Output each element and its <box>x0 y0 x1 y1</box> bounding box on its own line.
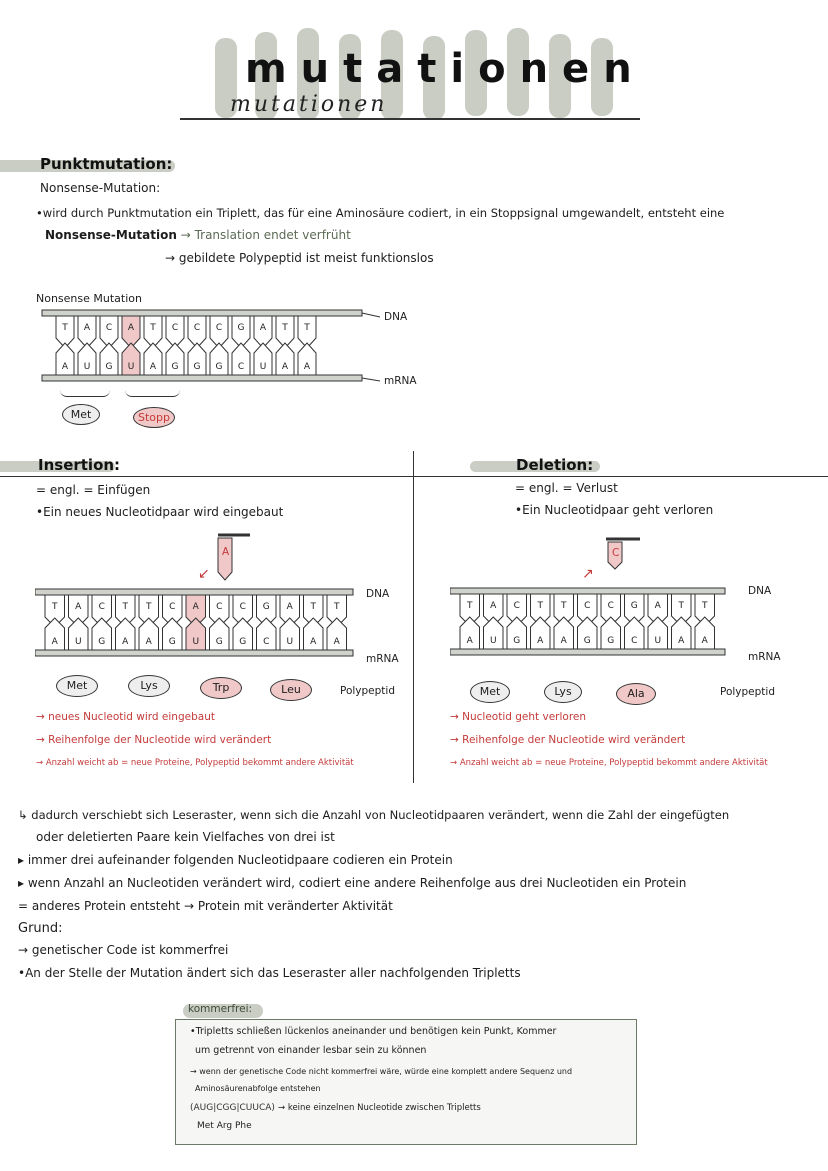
nucleotide-letter: A <box>490 601 497 611</box>
nonsense-dna-label: DNA <box>384 311 408 323</box>
kommerfrei-line-3: → wenn der genetische Code nicht kommerfrei wäre, würde eine komplett andere Sequenz und <box>190 1067 573 1076</box>
aa-stopp: Stopp <box>133 407 175 428</box>
insertion-dna-diagram <box>35 586 365 666</box>
kommerfrei-aa: Met Arg Phe <box>197 1121 252 1131</box>
nucleotide-letter: C <box>169 602 176 612</box>
aa-met: Met <box>62 404 100 425</box>
deletion-removed-base <box>600 534 650 579</box>
nucleotide-letter: G <box>262 602 270 612</box>
nonsense-term: Nonsense-Mutation <box>45 228 177 242</box>
deletion-dna-diagram <box>450 585 740 665</box>
nucleotide-letter: A <box>310 637 317 647</box>
dna-strand <box>450 588 725 594</box>
deletion-line-2: •Ein Nucleotidpaar geht verloren <box>515 503 714 517</box>
nucleotide-letter: T <box>537 601 543 611</box>
nucleotide-letter: C <box>171 323 179 333</box>
nucleotide-letter: C <box>513 601 520 611</box>
insertion-base-label: A <box>222 546 230 558</box>
punkt-text-3: → gebildete Polypeptid ist meist funktionslos <box>165 251 434 265</box>
nucleotide-letter: A <box>122 637 129 647</box>
nucleotide-letter: G <box>168 637 176 647</box>
nucleotide-letter: U <box>192 637 200 647</box>
page-title-script: mutationen <box>230 92 388 117</box>
nonsense-label: Nonsense Mutation <box>36 292 142 305</box>
nucleotide-letter: A <box>333 637 340 647</box>
ins-note-1: → neues Nucleotid wird eingebaut <box>36 711 215 723</box>
ins-polypeptid-label: Polypeptid <box>340 685 396 697</box>
nonsense-mrna-label: mRNA <box>384 375 417 387</box>
summary-line-3: ▸ immer drei aufeinander folgenden Nucleotidpaare codieren ein Protein <box>18 853 453 867</box>
section-divider-vertical <box>413 451 414 783</box>
summary-line-1: ↳ dadurch verschiebt sich Leseraster, wenn sich die Anzahl von Nucleotidpaaren verändert, wenn die Zahl der eingefügten <box>18 808 730 822</box>
nucleotide-letter: C <box>215 323 223 333</box>
nucleotide-letter: A <box>537 636 544 646</box>
nucleotide-letter: A <box>145 637 152 647</box>
nucleotide-letter: C <box>607 601 614 611</box>
nucleotide-letter: A <box>303 362 311 372</box>
dna-strand <box>35 589 353 595</box>
nucleotide-letter: G <box>607 636 615 646</box>
nucleotide-letter: G <box>237 323 245 333</box>
nucleotide-letter: U <box>654 636 662 646</box>
title-underline <box>180 118 640 120</box>
punkt-text-2b: → Translation endet verfrüht <box>180 228 351 242</box>
del-aa-ala: Ala <box>616 683 656 705</box>
punkt-text-1: •wird durch Punktmutation ein Triplett, das für eine Aminosäure codiert, in ein Stoppsignal umgewandelt, entsteht eine <box>36 206 725 220</box>
nucleotide-letter: U <box>127 362 135 372</box>
mrna-strand <box>450 649 725 655</box>
ins-note-2: → Reihenfolge der Nucleotide wird verändert <box>36 734 272 746</box>
deletion-dna-label: DNA <box>748 585 772 597</box>
nucleotide-letter: G <box>239 637 247 647</box>
nucleotide-letter: A <box>281 362 289 372</box>
nucleotide-letter: A <box>149 362 157 372</box>
insertion-dna-label: DNA <box>366 588 390 600</box>
nucleotide-letter: G <box>215 362 223 372</box>
nucleotide-letter: T <box>561 601 567 611</box>
nucleotide-letter: G <box>193 362 201 372</box>
nucleotide-letter: A <box>83 323 91 333</box>
nucleotide-letter: T <box>122 602 128 612</box>
insertion-mrna-label: mRNA <box>366 653 399 665</box>
summary-line-7: •An der Stelle der Mutation ändert sich das Leseraster aller nachfolgenden Tripletts <box>18 966 521 980</box>
nucleotide-letter: A <box>75 602 82 612</box>
nucleotide-letter: U <box>83 362 91 372</box>
kommerfrei-line-1: •Tripletts schließen lückenlos aneinander und benötigen kein Punkt, Kommer <box>190 1026 557 1037</box>
nonsense-brace-1 <box>60 390 110 397</box>
nucleotide-letter: A <box>466 636 473 646</box>
nucleotide-letter: C <box>193 323 201 333</box>
nucleotide-letter: C <box>263 637 270 647</box>
del-note-2: → Reihenfolge der Nucleotide wird verändert <box>450 734 686 746</box>
insertion-heading: Insertion: <box>38 456 121 474</box>
mrna-pointer <box>362 378 380 381</box>
nucleotide-letter: U <box>286 637 294 647</box>
ins-aa-lys: Lys <box>128 675 170 697</box>
section-divider-horizontal <box>0 476 828 477</box>
del-aa-met: Met <box>470 681 510 703</box>
mrna-strand <box>42 375 362 381</box>
nucleotide-letter: C <box>237 362 245 372</box>
nucleotide-letter: T <box>702 601 708 611</box>
nucleotide-letter: A <box>560 636 567 646</box>
nucleotide-letter: A <box>286 602 293 612</box>
nucleotide-letter: T <box>678 601 684 611</box>
kommerfrei-line-2: um getrennt von einander lesbar sein zu können <box>195 1045 427 1056</box>
deletion-line-1: = engl. = Verlust <box>515 481 618 495</box>
deletion-base-label: C <box>612 547 620 559</box>
summary-line-6: → genetischer Code ist kommerfrei <box>18 943 229 957</box>
nucleotide-letter: G <box>105 362 113 372</box>
nucleotide-letter: T <box>334 602 340 612</box>
summary-line-4: ▸ wenn Anzahl an Nucleotiden verändert wird, codiert eine andere Reihenfolge aus drei Nucleotiden ein Protein <box>18 876 687 890</box>
nucleotide-letter: C <box>584 601 591 611</box>
page-title: mutationen <box>245 46 646 92</box>
nucleotide-letter: A <box>678 636 685 646</box>
nucleotide-letter: T <box>467 601 473 611</box>
insertion-line-2: •Ein neues Nucleotidpaar wird eingebaut <box>36 505 284 519</box>
nucleotide-letter: U <box>74 637 82 647</box>
nucleotide-letter: T <box>150 323 156 333</box>
nucleotide-letter: A <box>127 323 135 333</box>
del-note-1: → Nucleotid geht verloren <box>450 711 587 723</box>
nucleotide-letter: A <box>61 362 69 372</box>
deletion-arrow: ↗ <box>582 566 594 582</box>
nucleotide-letter: G <box>215 637 223 647</box>
summary-line-5: = anderes Protein entsteht → Protein mit veränderter Aktivität <box>18 899 393 913</box>
nucleotide-letter: C <box>105 323 113 333</box>
nonsense-subheading: Nonsense-Mutation: <box>40 181 161 195</box>
nucleotide-letter: G <box>98 637 106 647</box>
kommerfrei-line-5: → keine einzelnen Nucleotide zwischen Tripletts <box>278 1103 481 1113</box>
kommerfrei-line-4: Aminosäurenabfolge entstehen <box>195 1084 321 1093</box>
kommerfrei-tag: kommerfrei: <box>188 1003 253 1015</box>
nucleotide-letter: T <box>282 323 288 333</box>
nucleotide-letter: U <box>489 636 497 646</box>
nucleotide-letter: C <box>98 602 105 612</box>
del-aa-lys: Lys <box>544 681 582 703</box>
deletion-mrna-label: mRNA <box>748 651 781 663</box>
nucleotide-letter: C <box>216 602 223 612</box>
del-polypeptid-label: Polypeptid <box>720 686 776 698</box>
ins-aa-leu: Leu <box>270 679 312 701</box>
summary-grund: Grund: <box>18 921 63 936</box>
ins-aa-trp: Trp <box>200 677 242 699</box>
dna-strand <box>42 310 362 316</box>
nucleotide-letter: G <box>630 601 638 611</box>
nucleotide-letter: A <box>701 636 708 646</box>
nonsense-brace-2 <box>125 390 180 397</box>
nucleotide-letter: C <box>239 602 246 612</box>
nucleotide-letter: C <box>631 636 638 646</box>
nucleotide-letter: A <box>192 602 199 612</box>
summary-line-2: oder deletierten Paare kein Vielfaches von drei ist <box>36 830 335 844</box>
nucleotide-letter: T <box>52 602 58 612</box>
punkt-text-2 <box>45 228 351 242</box>
del-note-3: → Anzahl weicht ab = neue Proteine, Polypeptid bekommt andere Aktivität <box>450 758 768 768</box>
punkt-heading: Punktmutation: <box>40 155 173 173</box>
ins-aa-met: Met <box>56 675 98 697</box>
insertion-line-1: = engl. = Einfügen <box>36 483 151 497</box>
nucleotide-letter: T <box>146 602 152 612</box>
nucleotide-letter: T <box>304 323 310 333</box>
mrna-strand <box>35 650 353 656</box>
ins-note-3: → Anzahl weicht ab = neue Proteine, Polypeptid bekommt andere Aktivität <box>36 758 354 768</box>
nucleotide-letter: G <box>171 362 179 372</box>
nucleotide-letter: T <box>310 602 316 612</box>
nucleotide-letter: A <box>259 323 267 333</box>
nucleotide-letter: A <box>51 637 58 647</box>
deletion-heading: Deletion: <box>516 456 594 474</box>
nucleotide-letter: T <box>62 323 68 333</box>
nucleotide-letter: G <box>583 636 591 646</box>
nucleotide-letter: U <box>259 362 267 372</box>
insertion-new-base <box>210 530 260 590</box>
nucleotide-letter: G <box>513 636 521 646</box>
dna-pointer <box>362 313 380 317</box>
insertion-arrow: ↙ <box>198 566 210 582</box>
nucleotide-letter: A <box>654 601 661 611</box>
kommerfrei-code: (AUG|CGG|CUUCA) <box>190 1103 275 1113</box>
